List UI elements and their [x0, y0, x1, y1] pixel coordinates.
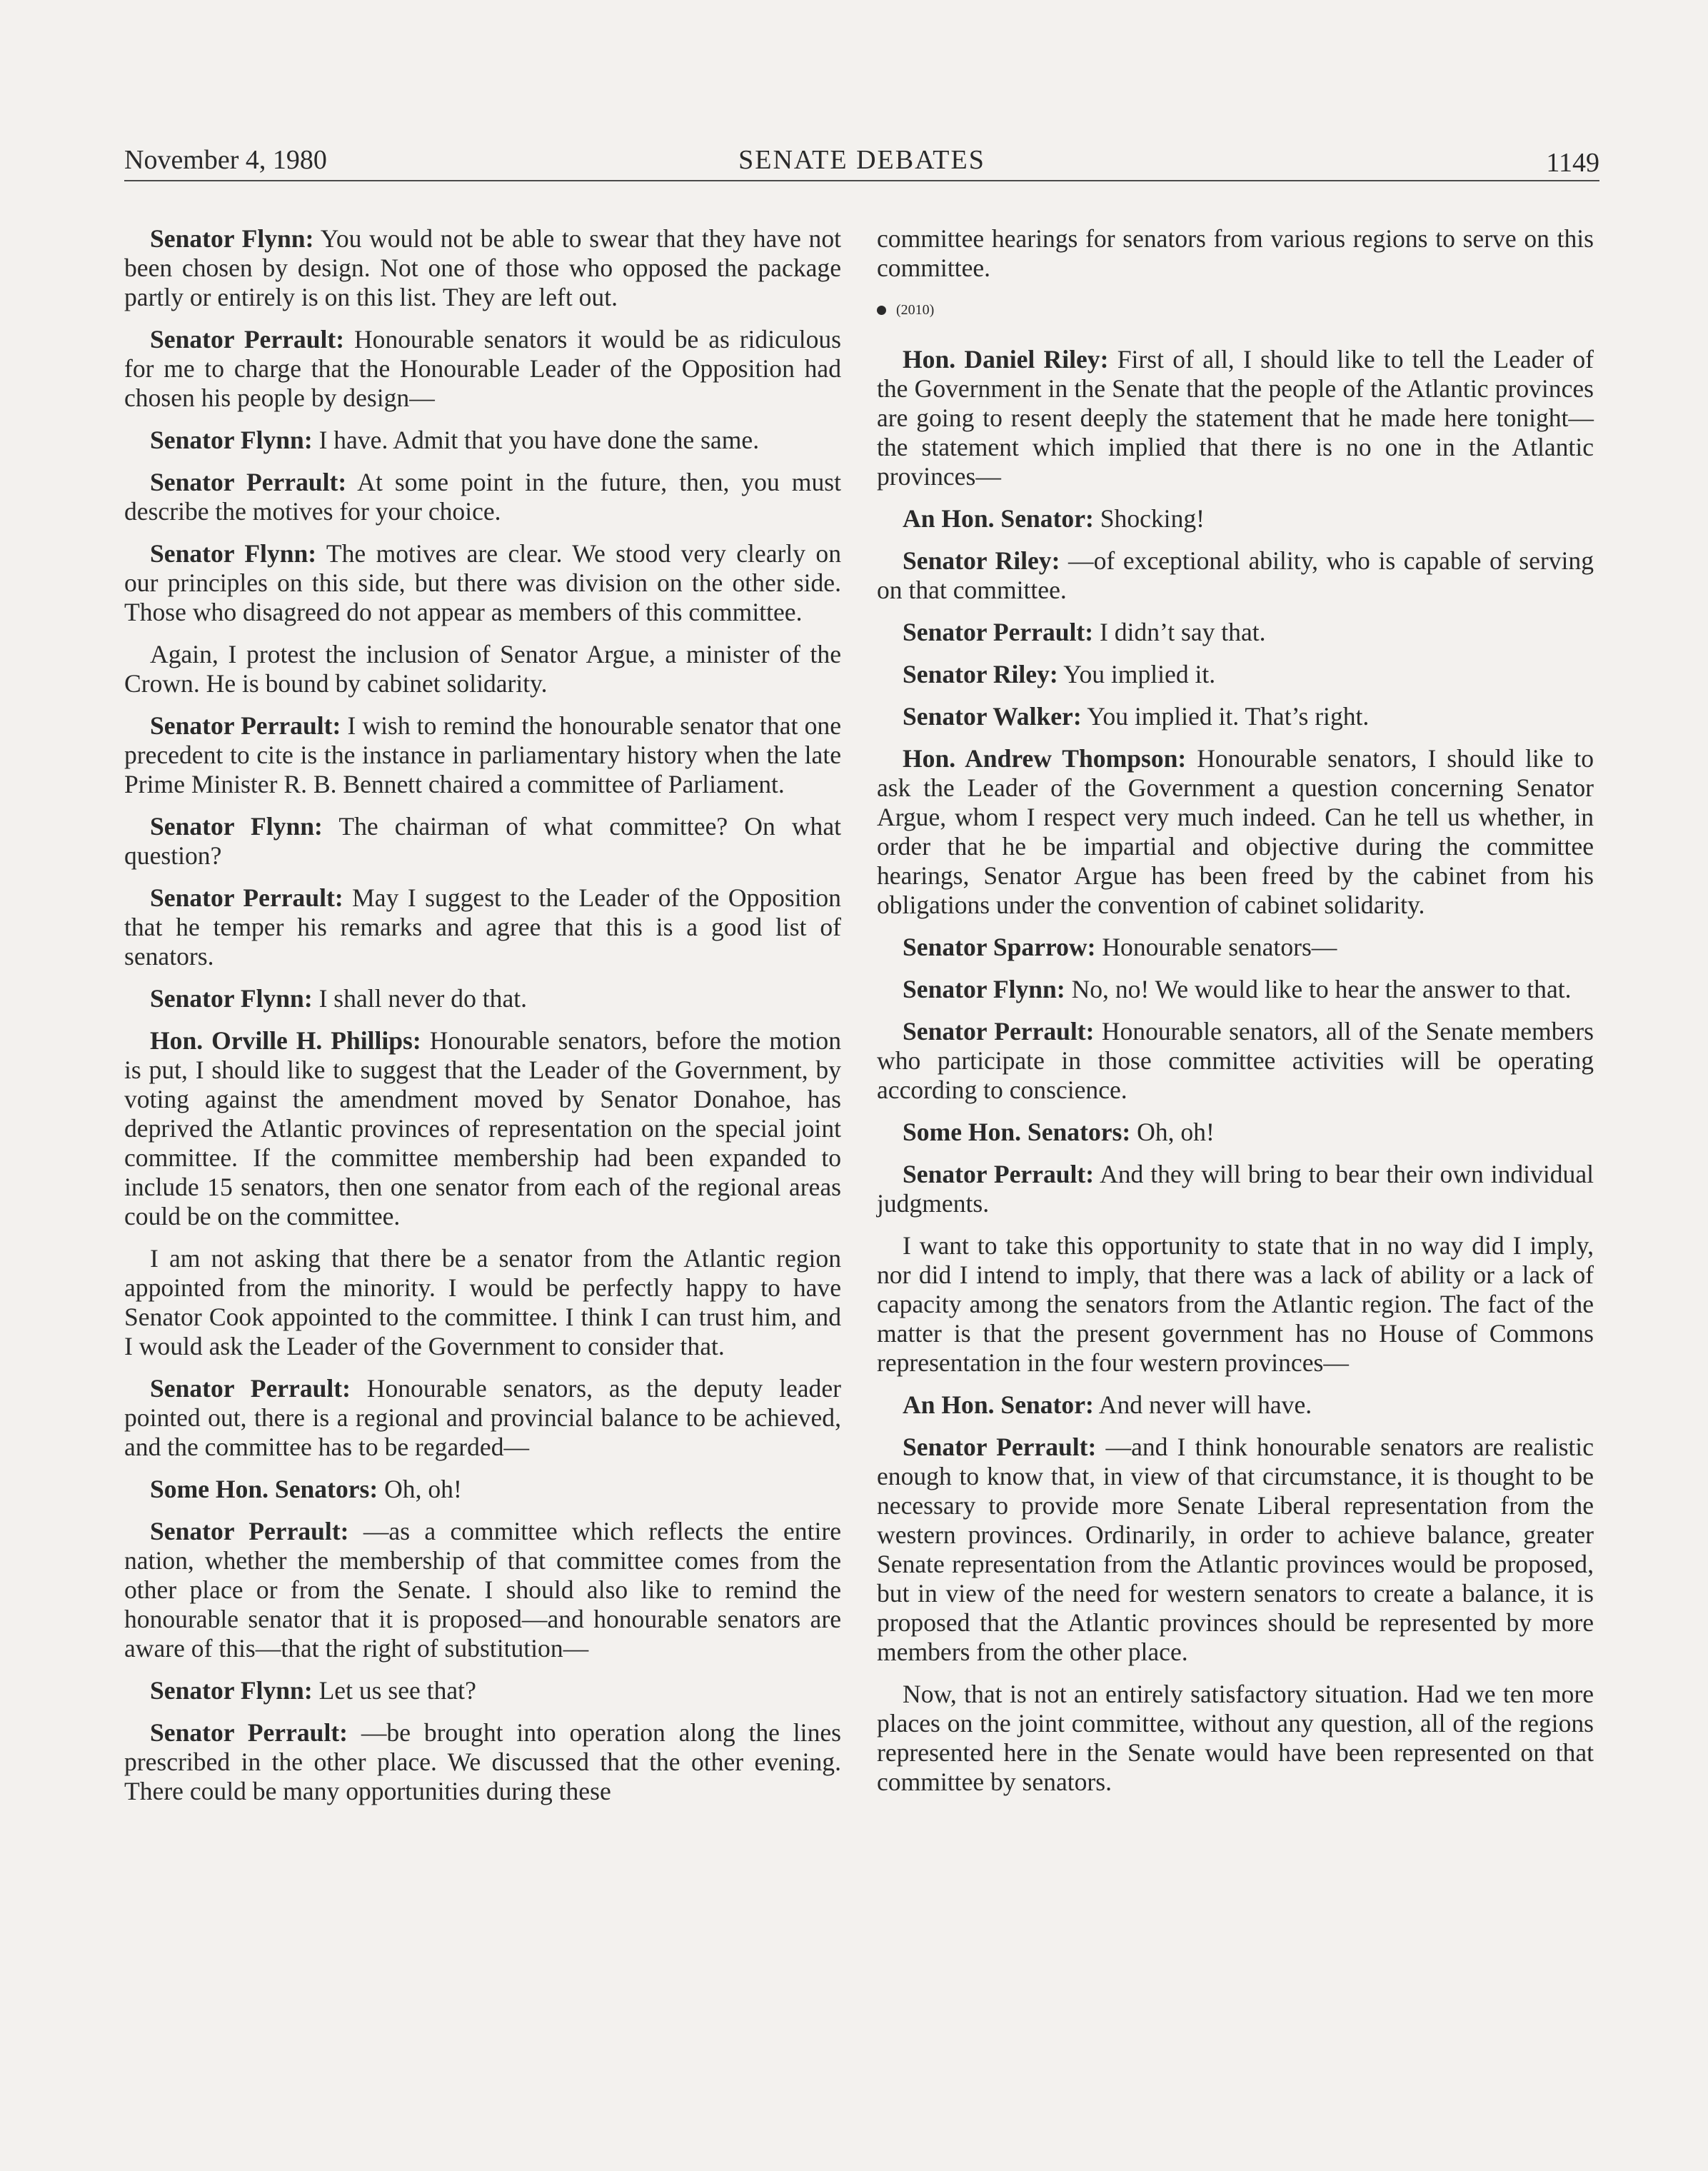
- time-marker-label: (2010): [896, 302, 935, 318]
- paragraph-text: I shall never do that.: [312, 984, 528, 1013]
- paragraph: [877, 618, 1594, 647]
- paragraph: [124, 883, 841, 971]
- paragraph-text: —and I think honourable senators are realistic enough to know that, in view of that circumstance, it is thought to be necessary to provide more Senate Liberal representation from the western provinces. Ordinarily, in order to achieve balance, greater Senate representation from the Atlantic provinces would be proposed, but in view of the need for western senators to create a balance, it is proposed that the Atlantic provinces should be represented by more members from the other place.: [877, 1433, 1594, 1666]
- paragraph: [877, 744, 1594, 920]
- header-title: SENATE DEBATES: [738, 145, 985, 175]
- page-header: [124, 143, 1599, 181]
- speaker-name: Hon. Andrew Thompson:: [903, 744, 1187, 773]
- paragraph-text: —as a committee which reflects the entire nation, whether the membership of that committee comes from the other place or from the Senate. I should also like to remind the honourable senator that it is proposed—and honourable senators are aware of this—that the right of substitution—: [124, 1517, 841, 1663]
- speaker-name: Senator Flynn:: [150, 539, 317, 568]
- paragraph-text: —be brought into operation along the lines prescribed in the other place. We discussed that the other evening. There could be many opportunities during these: [124, 1718, 841, 1805]
- speaker-name: Senator Perrault:: [150, 883, 343, 912]
- paragraph-text: You implied it. That’s right.: [1081, 702, 1370, 731]
- speaker-name: Senator Flynn:: [150, 1676, 313, 1705]
- paragraph-text: I didn’t say that.: [1093, 618, 1266, 646]
- speaker-name: An Hon. Senator:: [903, 504, 1094, 533]
- paragraph-text: Now, that is not an entirely satisfactory situation. Had we ten more places on the joint committee, without any question, all of the regions represented here in the Senate would have been represented on that committee by senators.: [877, 1680, 1594, 1796]
- paragraph: [124, 812, 841, 871]
- paragraph-text: Let us see that?: [312, 1676, 476, 1705]
- paragraph-text: May I suggest to the Leader of the Opposition that he temper his remarks and agree that this is a good list of senators.: [124, 883, 841, 971]
- paragraph: [877, 1680, 1594, 1797]
- continued-paragraph: committee hearings for senators from various regions to serve on this committee.: [877, 224, 1594, 282]
- paragraph: [124, 640, 841, 698]
- paragraph: [124, 1374, 841, 1462]
- paragraph-text: Again, I protest the inclusion of Senator Argue, a minister of the Crown. He is bound by cabinet solidarity.: [124, 640, 841, 698]
- paragraph: [124, 325, 841, 413]
- paragraph: [124, 1026, 841, 1231]
- speaker-name: Senator Flynn:: [903, 975, 1065, 1003]
- paragraph-text: At some point in the future, then, you must describe the motives for your choice.: [124, 468, 841, 526]
- paragraph: [877, 1160, 1594, 1218]
- paragraph: [877, 660, 1594, 689]
- speaker-name: Senator Perrault:: [903, 1017, 1095, 1046]
- paragraph: [877, 975, 1594, 1004]
- paragraph: [877, 933, 1594, 962]
- speaker-name: Senator Riley:: [903, 546, 1060, 575]
- paragraph: [124, 426, 841, 455]
- time-marker: [877, 296, 1594, 325]
- paragraph: [124, 984, 841, 1013]
- speaker-name: Some Hon. Senators:: [150, 1475, 378, 1503]
- paragraph: [124, 1718, 841, 1806]
- speaker-name: An Hon. Senator:: [903, 1390, 1094, 1419]
- speaker-name: Senator Perrault:: [150, 468, 347, 496]
- paragraph-text: Oh, oh!: [378, 1475, 462, 1503]
- paragraph-text: Honourable senators, before the motion is put, I should like to suggest that the Leader of the Government, by voting against the amendment moved by Senator Donahoe, has deprived the Atlantic provinces of representation on the special joint committee. If the committee membership had been expanded to include 15 senators, then one senator from each of the regional areas could be on the committee.: [124, 1026, 841, 1230]
- paragraph: [877, 345, 1594, 491]
- paragraph-text: You would not be able to swear that they have not been chosen by design. Not one of those who opposed the package partly or entirely is on this list. They are left out.: [124, 224, 842, 311]
- speaker-name: Senator Perrault:: [150, 711, 341, 740]
- speaker-name: Hon. Orville H. Phillips:: [150, 1026, 421, 1055]
- paragraph-text: No, no! We would like to hear the answer to that.: [1065, 975, 1572, 1003]
- paragraph-text: I have. Admit that you have done the same.: [312, 426, 760, 454]
- paragraph: [877, 546, 1594, 605]
- speaker-name: Senator Perrault:: [150, 1374, 351, 1403]
- paragraph: [124, 468, 841, 526]
- paragraph-text: I wish to remind the honourable senator that one precedent to cite is the instance in parliamentary history when the late Prime Minister R. B. Bennett chaired a committee of Parliament.: [124, 711, 841, 798]
- paragraph-text: Honourable senators it would be as ridiculous for me to charge that the Honourable Leader of the Opposition had chosen his people by design—: [124, 325, 841, 412]
- paragraph-text: Honourable senators—: [1095, 933, 1337, 961]
- speaker-name: Senator Flynn:: [150, 812, 323, 841]
- paragraph: [124, 539, 841, 627]
- left-column: [124, 224, 841, 1819]
- speaker-name: Senator Flynn:: [150, 224, 314, 253]
- speaker-name: Senator Perrault:: [150, 1718, 348, 1747]
- paragraph-text: And they will bring to bear their own individual judgments.: [877, 1160, 1594, 1218]
- page-number: 1149: [1546, 148, 1599, 178]
- paragraph: [877, 1118, 1594, 1147]
- speaker-name: Senator Riley:: [903, 660, 1058, 688]
- paragraph: [124, 1517, 841, 1663]
- paragraph-text: Honourable senators, all of the Senate members who participate in those committee activities will be operating according to conscience.: [877, 1017, 1594, 1104]
- paragraph: [124, 1475, 841, 1504]
- right-column: [877, 224, 1594, 1810]
- paragraph-text: I am not asking that there be a senator from the Atlantic region appointed from the minority. I would be perfectly happy to have Senator Cook appointed to the committee. I think I can trust him, and I would ask the Leader of the Government to consider that.: [124, 1244, 841, 1360]
- speaker-name: Senator Flynn:: [150, 426, 313, 454]
- paragraph: [877, 1433, 1594, 1667]
- paragraph-text: The motives are clear. We stood very clearly on our principles on this side, but there was division on the other side. Those who disagreed do not appear as members of this committee.: [124, 539, 841, 626]
- paragraph-text: Honourable senators, as the deputy leader pointed out, there is a regional and provincial balance to be achieved, and the committee has to be regarded—: [124, 1374, 841, 1461]
- paragraph: [877, 504, 1594, 533]
- right-column-body: [877, 345, 1594, 1797]
- speaker-name: Hon. Daniel Riley:: [903, 345, 1109, 373]
- paragraph-text: —of exceptional ability, who is capable of serving on that committee.: [877, 546, 1594, 604]
- paragraph: [124, 711, 841, 799]
- paragraph-text: The chairman of what committee? On what question?: [124, 812, 841, 870]
- paragraph-text: You implied it.: [1058, 660, 1216, 688]
- paragraph-text: Oh, oh!: [1130, 1118, 1215, 1146]
- paragraph: [124, 1244, 841, 1361]
- paragraph-text: Honourable senators, I should like to ask the Leader of the Government a question concerning Senator Argue, whom I respect very much indeed. Can he tell us whether, in order that he be impartial and objective during the committee hearings, Senator Argue has been freed by the cabinet from his obligations under the convention of cabinet solidarity.: [877, 744, 1594, 919]
- paragraph: [877, 702, 1594, 731]
- speaker-name: Senator Perrault:: [903, 1160, 1095, 1188]
- speaker-name: Senator Perrault:: [903, 618, 1094, 646]
- speaker-name: Some Hon. Senators:: [903, 1118, 1131, 1146]
- header-date: November 4, 1980: [124, 145, 327, 175]
- paragraph-text: I want to take this opportunity to state that in no way did I imply, nor did I intend to imply, that there was a lack of ability or a lack of capacity among the senators from the Atlantic region. The fact of the matter is that the present government has no House of Commons representation in the four western provinces—: [877, 1231, 1594, 1377]
- paragraph-text: Shocking!: [1093, 504, 1205, 533]
- paragraph-text: First of all, I should like to tell the Leader of the Government in the Senate that the people of the Atlantic provinces are going to resent deeply the statement that he made here tonight—the statement which implied that there is no one in the Atlantic provinces—: [877, 345, 1594, 491]
- speaker-name: Senator Sparrow:: [903, 933, 1096, 961]
- speaker-name: Senator Perrault:: [150, 325, 345, 354]
- speaker-name: Senator Flynn:: [150, 984, 313, 1013]
- speaker-name: Senator Perrault:: [903, 1433, 1097, 1461]
- paragraph: [124, 1676, 841, 1705]
- paragraph: [877, 1231, 1594, 1378]
- paragraph: [877, 1017, 1594, 1105]
- paragraph: [124, 224, 841, 312]
- speaker-name: Senator Perrault:: [150, 1517, 349, 1545]
- bullet-icon: [877, 306, 886, 315]
- paragraph-text: And never will have.: [1093, 1390, 1312, 1419]
- paragraph: [877, 1390, 1594, 1420]
- speaker-name: Senator Walker:: [903, 702, 1082, 731]
